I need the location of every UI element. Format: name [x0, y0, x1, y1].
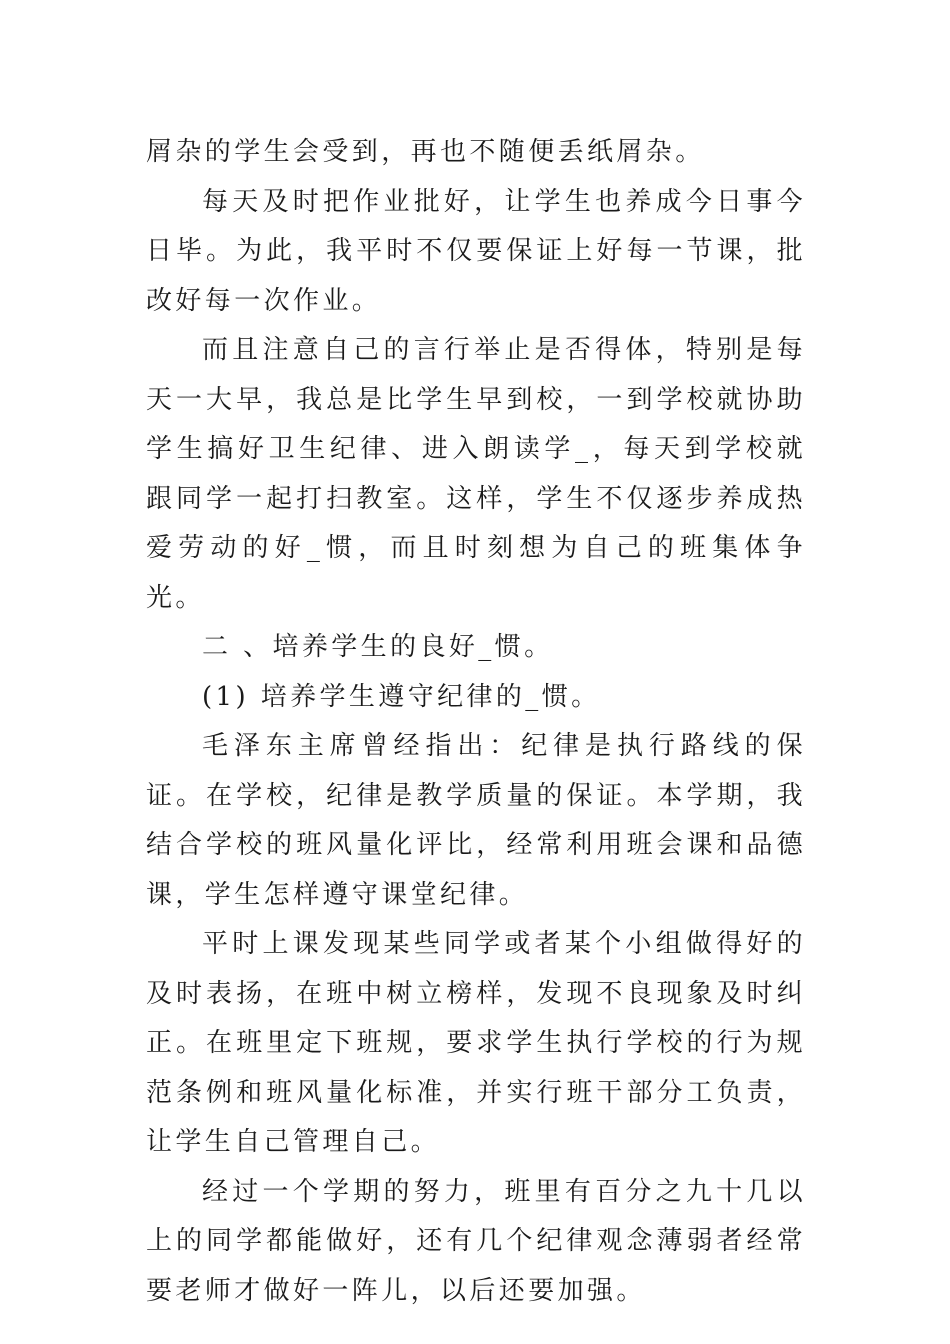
section-heading: 二 、培养学生的良好_惯。: [202, 632, 554, 662]
paragraph-3: 而且注意自己的言行举止是否得体，特别是每天一大早，我总是比学生早到校，一到学校就协助学生搞好卫生纪律、进入朗读学_，每天到学校就跟同学一起打扫教室。这样，学生不仅逐步养成热爱劳动的好_惯，而且时刻想为自己的班集体争光。: [146, 335, 806, 613]
subsection-heading: (1) 培养学生遵守纪律的_惯。: [202, 681, 601, 712]
paragraph-7: 平时上课发现某些同学或者某个小组做得好的及时表扬，在班中树立榜样，发现不良现象及时纠正。在班里定下班规，要求学生执行学校的行为规范条例和班风量化标准，并实行班干部分工负责，让学生自己管理自己。: [146, 929, 806, 1157]
paragraph-2: 每天及时把作业批好，让学生也养成今日事今日毕。为此，我平时不仅要保证上好每一节课，批改好每一次作业。: [146, 186, 806, 316]
document-body: [146, 128, 806, 1316]
paragraph-6: 毛泽东主席曾经指出：纪律是执行路线的保证。在学校，纪律是教学质量的保证。本学期，我结合学校的班风量化评比，经常利用班会课和品德课，学生怎样遵守课堂纪律。: [146, 731, 806, 910]
paragraph-8: 经过一个学期的努力，班里有百分之九十几以上的同学都能做好，还有几个纪律观念薄弱者经常要老师才做好一阵儿，以后还要加强。: [146, 1176, 806, 1306]
paragraph-1: 屑杂的学生会受到，再也不随便丢纸屑杂。: [146, 137, 705, 167]
